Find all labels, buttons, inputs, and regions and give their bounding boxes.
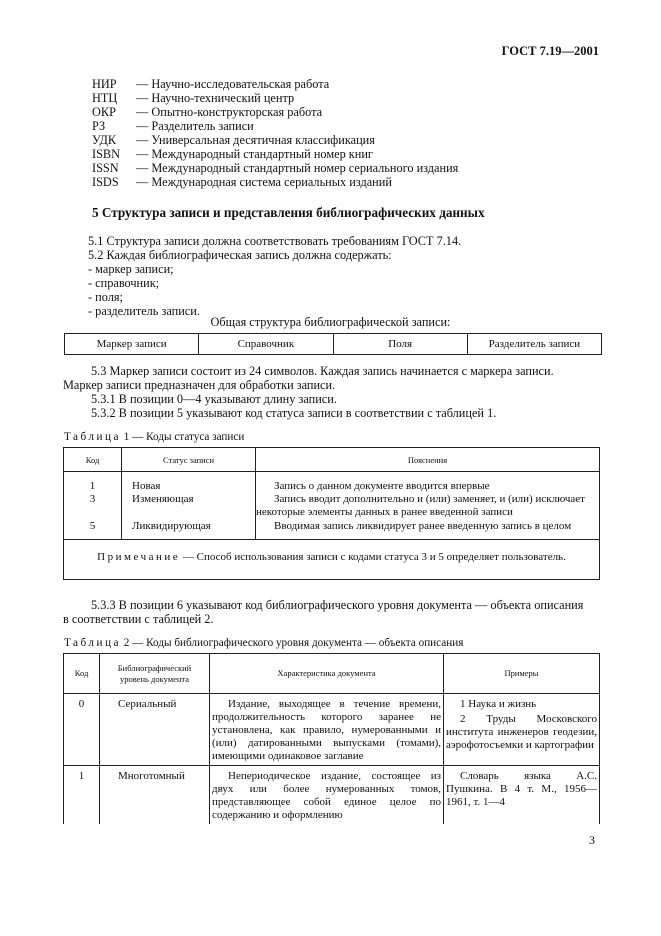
abbreviation-row xyxy=(92,105,458,119)
status-note: Запись о данном документе вводится впервые xyxy=(274,480,490,492)
abbreviation-row xyxy=(92,77,458,91)
abbreviation-code: ISSN xyxy=(92,161,119,175)
structure-cell-directory: Справочник xyxy=(199,334,333,354)
level-characteristic: Непериодическое издание, состоящее из двух или более нумерованных томов, представляющее собой единое целое по содержанию и оформлению xyxy=(210,766,444,825)
table1-note-row xyxy=(64,539,600,579)
abbreviation-list xyxy=(92,77,458,189)
structure-cell-marker: Маркер записи xyxy=(65,334,199,354)
paragraph-5-3-3 xyxy=(63,598,601,626)
abbreviation-row xyxy=(92,91,458,105)
abbreviation-code: НТЦ xyxy=(92,91,118,105)
structure-cell-separator: Разделитель записи xyxy=(488,338,581,350)
status-name: Новая xyxy=(132,480,161,492)
level-name: Сериальный xyxy=(100,694,210,766)
bibliographic-level-table xyxy=(63,653,600,824)
record-structure-diagram xyxy=(64,333,602,355)
abbreviation-row xyxy=(92,175,458,189)
status-note: Запись вводит дополнительно и (или) заменяет, и (или) исключает xyxy=(274,493,585,506)
abbreviation-code: ISDS xyxy=(92,175,119,189)
abbreviation-text: — Международный стандартный номер книг xyxy=(136,147,373,161)
paragraph-line: 5.3.3 В позиции 6 указывают код библиографического уровня документа — объекта описания xyxy=(91,598,584,612)
list-line: 5.2 Каждая библиографическая запись должна содержать: xyxy=(88,248,392,262)
list-line: - поля; xyxy=(88,290,123,304)
abbreviation-text: — Международная система сериальных изданий xyxy=(136,175,392,189)
abbreviation-text: — Разделитель записи xyxy=(136,119,254,133)
structure-cell-fields: Поля xyxy=(334,334,468,354)
table-row xyxy=(64,694,600,766)
paragraph-line: 5.3 Маркер записи состоит из 24 символов. Каждая запись начинается с маркера записи. xyxy=(91,364,554,378)
status-name: Изменяющая xyxy=(132,493,194,506)
example-line: 1 Наука и жизнь xyxy=(460,698,537,710)
list-line: - справочник; xyxy=(88,276,160,290)
status-note-continued: некоторые элементы данных в ранее введенной записи xyxy=(256,506,513,519)
example-line: 2 Труды Московского института инженеров геодезии, аэрофотосъемки и картографии xyxy=(446,713,597,751)
section-title: 5 Структура записи и представления библиографических данных xyxy=(92,205,485,220)
table1-caption-text: 1 — Коды статуса записи xyxy=(123,431,245,443)
table-row xyxy=(64,472,600,540)
paragraph-line: 5.3.2 В позиции 5 указывают код статуса записи в соответствии с таблицей 1. xyxy=(91,406,497,420)
table1-note xyxy=(64,539,600,579)
paragraph-line: Маркер записи предназначен для обработки записи. xyxy=(63,378,336,392)
abbreviation-row xyxy=(92,161,458,175)
table1-caption-word: Таблица xyxy=(64,431,121,443)
table2-header-characteristics: Характеристика документа xyxy=(210,654,444,694)
table2-header-examples: Примеры xyxy=(444,654,600,694)
table1-header-code: Код xyxy=(64,448,122,472)
status-note: Вводимая запись ликвидирует ранее введенную запись в целом xyxy=(274,519,572,532)
abbreviation-text: — Универсальная десятичная классификация xyxy=(136,133,375,147)
level-examples: Словарь языка А.С. Пушкина. В 4 т. М., 1956—1961, т. 1—4 xyxy=(444,766,600,825)
status-name: Ликвидирующая xyxy=(132,519,211,532)
note-label: Примечание xyxy=(97,550,181,563)
abbreviation-row xyxy=(92,147,458,161)
paragraph-line: в соответствии с таблицей 2. xyxy=(63,612,214,626)
table2-caption-text: 2 — Коды библиографического уровня документа — объекта описания xyxy=(123,637,464,649)
table1-status-cell xyxy=(122,472,256,540)
table1-header-notes: Пояснения xyxy=(256,448,600,472)
table1-header-status: Статус записи xyxy=(122,448,256,472)
list-line: 5.1 Структура записи должна соответствовать требованиям ГОСТ 7.14. xyxy=(88,234,462,248)
table1-notes-cell xyxy=(256,472,600,540)
status-code: 1 xyxy=(89,480,96,492)
table1-caption xyxy=(64,431,244,443)
level-examples xyxy=(444,694,600,766)
list-line: - разделитель записи. xyxy=(88,304,200,318)
table2-caption xyxy=(64,637,463,649)
status-codes-table xyxy=(63,447,600,580)
abbreviation-text: — Научно-исследовательская работа xyxy=(136,77,330,91)
table2-header-level: Библиографический уровень документа xyxy=(100,654,210,694)
abbreviation-text: — Научно-технический центр xyxy=(136,91,295,105)
status-code: 3 xyxy=(89,493,96,506)
abbreviation-code: ISBN xyxy=(92,147,121,161)
table1-codes-cell xyxy=(64,472,122,540)
abbreviation-code: ОКР xyxy=(92,105,116,119)
paragraph-5-3 xyxy=(63,364,601,420)
abbreviation-code: РЗ xyxy=(92,119,106,133)
abbreviation-text: — Международный стандартный номер сериального издания xyxy=(136,161,459,175)
record-content-list xyxy=(88,234,461,318)
abbreviation-code: УДК xyxy=(92,133,117,147)
abbreviation-row xyxy=(92,119,458,133)
abbreviation-row xyxy=(92,133,458,147)
note-text: — Способ использования записи с кодами статуса 3 и 5 определяет пользователь. xyxy=(180,550,566,563)
abbreviation-code: НИР xyxy=(92,77,117,91)
structure-caption: Общая структура библиографической записи: xyxy=(210,315,451,329)
page-number: 3 xyxy=(589,833,595,847)
level-name: Многотомный xyxy=(100,766,210,825)
level-characteristic: Издание, выходящее в течение времени, продолжительность которого заранее не установлена, как правило, нумерованными и (или) датированными выпусками (томами), имеющими одинаковое заглавие xyxy=(210,694,444,766)
level-code: 1 xyxy=(64,766,100,825)
paragraph-line: 5.3.1 В позиции 0—4 указывают длину записи. xyxy=(91,392,337,406)
standard-header: ГОСТ 7.19—2001 xyxy=(501,44,599,58)
abbreviation-text: — Опытно-конструкторская работа xyxy=(136,105,323,119)
level-code: 0 xyxy=(64,694,100,766)
table2-header-code: Код xyxy=(64,654,100,694)
table-row xyxy=(64,766,600,825)
table2-caption-word: Таблица xyxy=(64,637,121,649)
list-line: - маркер записи; xyxy=(88,262,174,276)
status-code: 5 xyxy=(89,519,96,532)
